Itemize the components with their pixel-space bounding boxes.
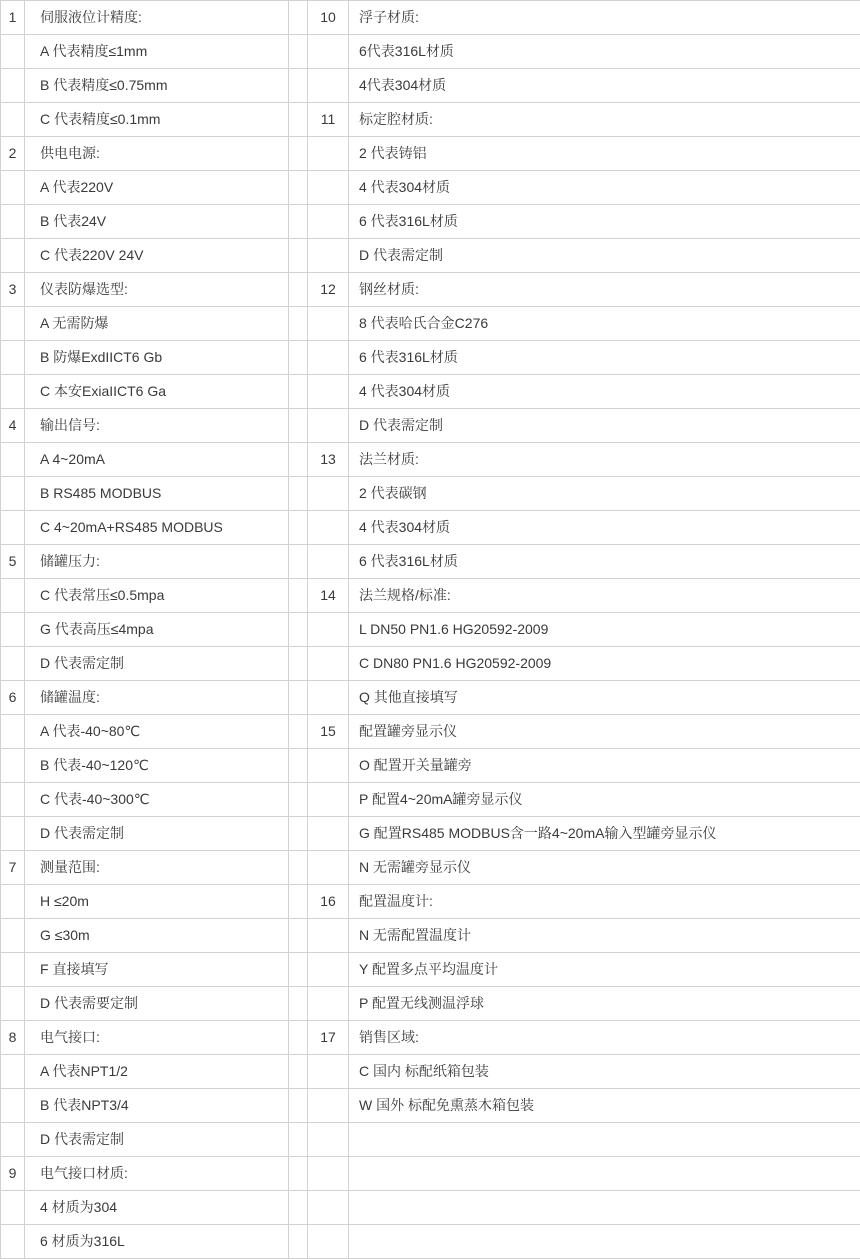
right-option-cell: 配置温度计: [349,885,860,919]
table-row [1,1021,860,1055]
table-row [1,375,860,409]
left-index-cell [1,987,25,1021]
right-option-cell [349,1191,860,1225]
table-row [1,273,860,307]
right-option-cell: 8 代表哈氏合金C276 [349,307,860,341]
left-option-cell: F 直接填写 [25,953,289,987]
left-index-cell [1,307,25,341]
right-option-cell: 4 代表304材质 [349,375,860,409]
left-option-cell: H ≤20m [25,885,289,919]
left-option-cell: A 4~20mA [25,443,289,477]
right-index-cell: 15 [308,715,349,749]
spacer-cell [289,205,308,239]
left-index-cell [1,783,25,817]
left-index-cell [1,477,25,511]
table-row [1,545,860,579]
left-index-cell [1,953,25,987]
right-index-cell [308,341,349,375]
spacer-cell [289,851,308,885]
right-index-cell [308,409,349,443]
left-option-cell: C 本安ExiaIICT6 Ga [25,375,289,409]
left-index-cell: 4 [1,409,25,443]
left-option-cell: G 代表高压≤4mpa [25,613,289,647]
right-index-cell: 13 [308,443,349,477]
left-option-cell: B 代表NPT3/4 [25,1089,289,1123]
spacer-cell [289,103,308,137]
left-option-cell: 4 材质为304 [25,1191,289,1225]
spacer-cell [289,885,308,919]
right-index-cell [308,987,349,1021]
right-option-cell: Y 配置多点平均温度计 [349,953,860,987]
left-option-cell: A 代表NPT1/2 [25,1055,289,1089]
left-option-cell: C 4~20mA+RS485 MODBUS [25,511,289,545]
right-option-cell: 6 代表316L材质 [349,545,860,579]
left-option-cell: 电气接口材质: [25,1157,289,1191]
right-option-cell: P 配置无线测温浮球 [349,987,860,1021]
spacer-cell [289,1021,308,1055]
left-option-cell: 储罐压力: [25,545,289,579]
right-option-cell: 4 代表304材质 [349,511,860,545]
right-option-cell [349,1123,860,1157]
left-index-cell [1,103,25,137]
right-index-cell [308,477,349,511]
table-row [1,579,860,613]
table-row [1,239,860,273]
right-option-cell: 配置罐旁显示仪 [349,715,860,749]
table-row [1,1089,860,1123]
left-index-cell [1,817,25,851]
spacer-cell [289,749,308,783]
spacer-cell [289,1089,308,1123]
right-option-cell: C 国内 标配纸箱包装 [349,1055,860,1089]
right-option-cell: 2 代表铸铝 [349,137,860,171]
spacer-cell [289,715,308,749]
table-row [1,919,860,953]
right-index-cell: 17 [308,1021,349,1055]
right-option-cell: 4 代表304材质 [349,171,860,205]
table-row [1,307,860,341]
left-index-cell [1,919,25,953]
right-option-cell: 销售区域: [349,1021,860,1055]
right-option-cell: N 无需配置温度计 [349,919,860,953]
right-option-cell: 钢丝材质: [349,273,860,307]
table-row [1,1225,860,1259]
spacer-cell [289,239,308,273]
right-option-cell: G 配置RS485 MODBUS含一路4~20mA输入型罐旁显示仪 [349,817,860,851]
right-option-cell: 2 代表碳钢 [349,477,860,511]
table-row [1,681,860,715]
table-row [1,511,860,545]
right-index-cell [308,749,349,783]
left-index-cell [1,205,25,239]
right-option-cell: 浮子材质: [349,1,860,35]
right-index-cell [308,35,349,69]
table-row [1,1055,860,1089]
left-index-cell [1,749,25,783]
spacer-cell [289,1,308,35]
right-index-cell [308,545,349,579]
right-option-cell: 6 代表316L材质 [349,205,860,239]
left-index-cell [1,579,25,613]
left-index-cell [1,715,25,749]
right-index-cell [308,137,349,171]
left-option-cell: 储罐温度: [25,681,289,715]
left-option-cell: C 代表常压≤0.5mpa [25,579,289,613]
left-index-cell [1,239,25,273]
table-row [1,341,860,375]
left-option-cell: A 代表220V [25,171,289,205]
spacer-cell [289,341,308,375]
left-option-cell: D 代表需定制 [25,1123,289,1157]
left-option-cell: D 代表需定制 [25,817,289,851]
table-row [1,1123,860,1157]
table-row [1,851,860,885]
left-option-cell: 6 材质为316L [25,1225,289,1259]
left-index-cell [1,375,25,409]
table-row [1,1157,860,1191]
right-index-cell [308,239,349,273]
right-index-cell [308,511,349,545]
table-row [1,35,860,69]
spacer-cell [289,443,308,477]
left-index-cell [1,341,25,375]
right-index-cell [308,613,349,647]
right-option-cell: 法兰规格/标准: [349,579,860,613]
left-index-cell [1,443,25,477]
right-index-cell [308,817,349,851]
left-option-cell: B 代表24V [25,205,289,239]
table-row [1,783,860,817]
spacer-cell [289,1225,308,1259]
right-option-cell: P 配置4~20mA罐旁显示仪 [349,783,860,817]
right-index-cell [308,307,349,341]
table-row [1,205,860,239]
spacer-cell [289,375,308,409]
right-index-cell: 12 [308,273,349,307]
table-row [1,817,860,851]
left-option-cell: C 代表-40~300℃ [25,783,289,817]
right-option-cell: 4代表304材质 [349,69,860,103]
right-index-cell [308,171,349,205]
left-option-cell: D 代表需要定制 [25,987,289,1021]
left-option-cell: 供电电源: [25,137,289,171]
left-index-cell: 6 [1,681,25,715]
table-row [1,477,860,511]
spacer-cell [289,817,308,851]
spacer-cell [289,137,308,171]
right-option-cell: L DN50 PN1.6 HG20592-2009 [349,613,860,647]
left-option-cell: A 代表-40~80℃ [25,715,289,749]
right-option-cell: N 无需罐旁显示仪 [349,851,860,885]
right-index-cell: 11 [308,103,349,137]
left-index-cell [1,35,25,69]
spacer-cell [289,783,308,817]
right-option-cell: D 代表需定制 [349,409,860,443]
left-index-cell [1,171,25,205]
table-row [1,715,860,749]
right-option-cell: D 代表需定制 [349,239,860,273]
table-row [1,69,860,103]
left-option-cell: G ≤30m [25,919,289,953]
spacer-cell [289,307,308,341]
left-option-cell: 测量范围: [25,851,289,885]
right-index-cell [308,1089,349,1123]
left-index-cell [1,1089,25,1123]
right-index-cell [308,783,349,817]
left-index-cell: 8 [1,1021,25,1055]
left-index-cell [1,885,25,919]
spacer-cell [289,1191,308,1225]
table-row [1,953,860,987]
spacer-cell [289,273,308,307]
left-index-cell: 5 [1,545,25,579]
table-row [1,443,860,477]
right-index-cell: 10 [308,1,349,35]
right-option-cell [349,1157,860,1191]
right-index-cell [308,1191,349,1225]
spacer-cell [289,511,308,545]
spacer-cell [289,1157,308,1191]
spacer-cell [289,647,308,681]
spacer-cell [289,953,308,987]
spacer-cell [289,35,308,69]
left-index-cell [1,647,25,681]
left-index-cell: 9 [1,1157,25,1191]
left-option-cell: A 代表精度≤1mm [25,35,289,69]
left-index-cell [1,1123,25,1157]
table-row [1,103,860,137]
left-option-cell: C 代表精度≤0.1mm [25,103,289,137]
table-row [1,647,860,681]
table-row [1,613,860,647]
table-row [1,137,860,171]
left-option-cell: D 代表需定制 [25,647,289,681]
left-option-cell: 仪表防爆选型: [25,273,289,307]
left-option-cell: C 代表220V 24V [25,239,289,273]
right-index-cell [308,375,349,409]
spacer-cell [289,477,308,511]
spacer-cell [289,409,308,443]
right-option-cell [349,1225,860,1259]
left-index-cell [1,511,25,545]
left-index-cell [1,1225,25,1259]
right-index-cell [308,681,349,715]
right-index-cell [308,1225,349,1259]
table-row [1,1,860,35]
left-option-cell: B 防爆ExdIICT6 Gb [25,341,289,375]
left-index-cell: 1 [1,1,25,35]
right-index-cell [308,953,349,987]
right-index-cell [308,647,349,681]
spacer-cell [289,69,308,103]
right-index-cell [308,1157,349,1191]
left-option-cell: 输出信号: [25,409,289,443]
left-option-cell: B 代表-40~120℃ [25,749,289,783]
right-index-cell [308,1123,349,1157]
left-index-cell [1,1055,25,1089]
left-index-cell: 2 [1,137,25,171]
right-index-cell [308,205,349,239]
left-option-cell: A 无需防爆 [25,307,289,341]
right-index-cell [308,1055,349,1089]
right-option-cell: 法兰材质: [349,443,860,477]
spacer-cell [289,1055,308,1089]
left-index-cell [1,1191,25,1225]
spacer-cell [289,987,308,1021]
table-row [1,409,860,443]
right-option-cell: W 国外 标配免熏蒸木箱包装 [349,1089,860,1123]
right-option-cell: C DN80 PN1.6 HG20592-2009 [349,647,860,681]
table-row [1,749,860,783]
right-index-cell [308,919,349,953]
right-index-cell: 14 [308,579,349,613]
spacer-cell [289,171,308,205]
right-option-cell: O 配置开关量罐旁 [349,749,860,783]
spacer-cell [289,681,308,715]
spacer-cell [289,545,308,579]
right-index-cell [308,851,349,885]
right-option-cell: 6代表316L材质 [349,35,860,69]
left-option-cell: B RS485 MODBUS [25,477,289,511]
right-option-cell: 6 代表316L材质 [349,341,860,375]
right-index-cell: 16 [308,885,349,919]
left-option-cell: 电气接口: [25,1021,289,1055]
spacer-cell [289,919,308,953]
left-option-cell: B 代表精度≤0.75mm [25,69,289,103]
right-option-cell: 标定腔材质: [349,103,860,137]
right-option-cell: Q 其他直接填写 [349,681,860,715]
table-row [1,885,860,919]
table-row [1,171,860,205]
left-index-cell: 7 [1,851,25,885]
spacer-cell [289,613,308,647]
ordering-code-table-body [1,1,860,1259]
left-index-cell: 3 [1,273,25,307]
spacer-cell [289,579,308,613]
left-index-cell [1,69,25,103]
left-index-cell [1,613,25,647]
table-row [1,987,860,1021]
left-option-cell: 伺服液位计精度: [25,1,289,35]
spacer-cell [289,1123,308,1157]
table-row [1,1191,860,1225]
right-index-cell [308,69,349,103]
